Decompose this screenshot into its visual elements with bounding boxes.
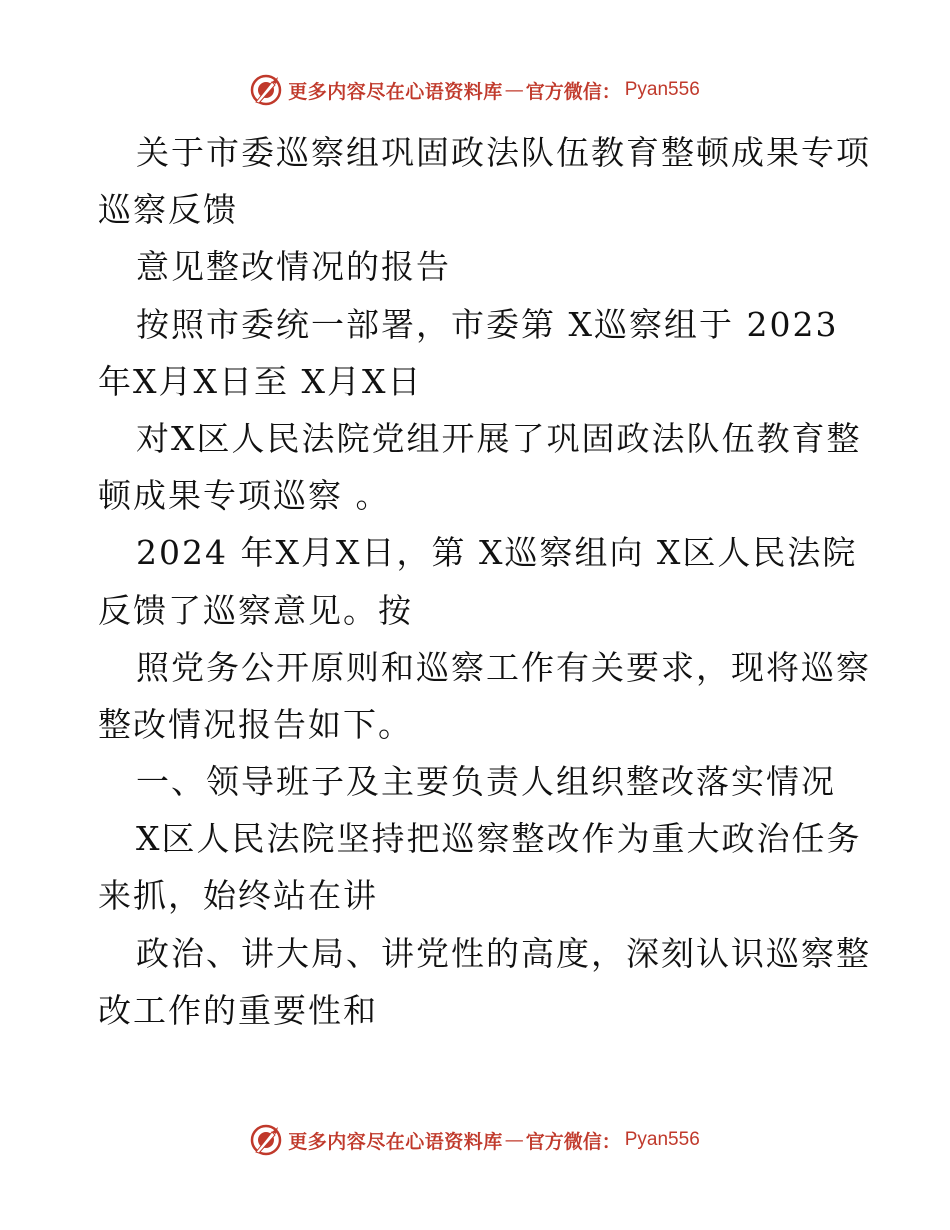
paragraph-line: 照党务公开原则和巡察工作有关要求，现将巡察 (136, 647, 871, 687)
paragraph-line: 来抓，始终站在讲 (98, 876, 378, 916)
watermark-wechat-id: Pyan556 (624, 1129, 700, 1150)
paragraph-line: 2024 年X月X日，第 X巡察组向 X区人民法院 (136, 533, 858, 573)
quill-logo-icon (250, 74, 282, 106)
watermark-brand: 更多内容尽在心语资料库 (288, 80, 503, 103)
paragraph-line: 政治、讲大局、讲党性的高度，深刻认识巡察整 (136, 933, 871, 973)
quill-logo-icon (250, 1124, 282, 1156)
watermark-wechat-label: 官方微信： (525, 1130, 621, 1153)
paragraph-line: 按照市委统一部署，市委第 X巡察组于 2023 (136, 304, 839, 344)
watermark-separator: — (504, 79, 524, 101)
section-heading: 一、领导班子及主要负责人组织整改落实情况 (136, 762, 836, 802)
paragraph-line: 对X区人民法院党组开展了巩固政法队伍教育整 (136, 418, 862, 458)
paragraph-line: X区人民法院坚持把巡察整改作为重大政治任务 (136, 819, 862, 859)
paragraph-line: 改工作的重要性和 (98, 990, 378, 1030)
watermark-wechat-id: Pyan556 (624, 79, 700, 100)
document-title-line-2: 巡察反馈 (98, 190, 238, 230)
watermark-brand: 更多内容尽在心语资料库 (288, 1130, 503, 1153)
watermark-wechat-label: 官方微信： (525, 80, 621, 103)
footer-watermark (0, 1120, 950, 1160)
header-watermark (0, 70, 950, 110)
document-title-line-1: 关于市委巡察组巩固政法队伍教育整顿成果专项 (136, 133, 871, 172)
document-body (98, 124, 871, 1039)
paragraph-line: 反馈了巡察意见。按 (98, 590, 413, 630)
paragraph-line: 年X月X日至 X月X日 (98, 361, 423, 401)
watermark-separator: — (504, 1129, 524, 1151)
document-title-line-3: 意见整改情况的报告 (136, 247, 451, 287)
paragraph-line: 顿成果专项巡察 。 (98, 476, 391, 516)
paragraph-line: 整改情况报告如下。 (98, 704, 413, 744)
